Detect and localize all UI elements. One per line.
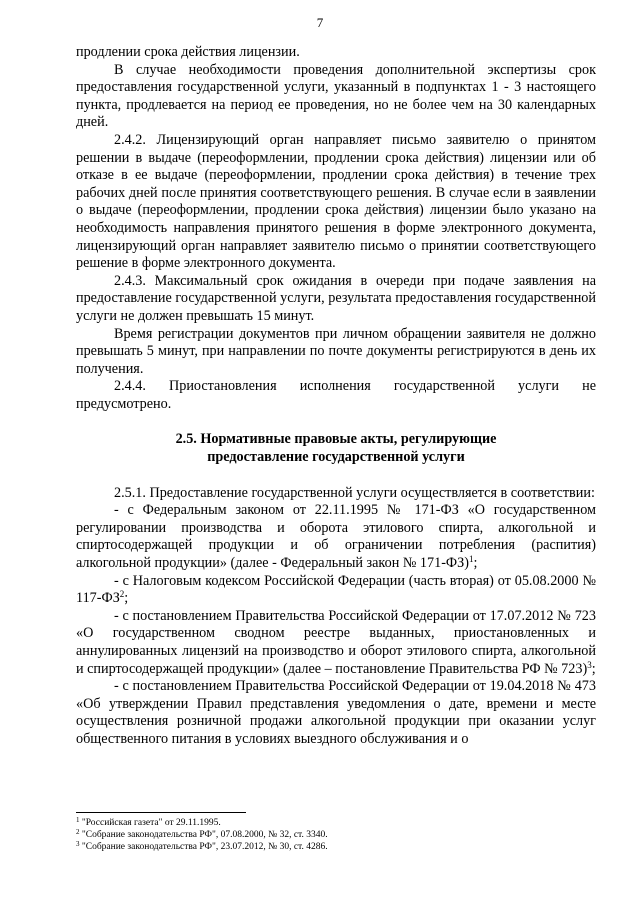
page-number: 7 xyxy=(316,15,324,30)
paragraph: продлении срока действия лицензии. xyxy=(76,44,300,60)
paragraph: 2.4.4. Приостановления исполнения государственной услуги не предусмотрено. xyxy=(76,378,596,412)
paragraph xyxy=(76,608,596,678)
paragraph-text: - с Федеральным законом от 22.11.1995 № 171-ФЗ «О государственном регулировании производства и оборота этилового спирта, алкогольной и спиртосодержащей продукции и об ограничении потребления (распития) алкогольной продукции» (далее - Федеральный закон № 171-ФЗ) xyxy=(76,502,596,572)
footnote-ref: 3 xyxy=(587,659,592,670)
paragraph xyxy=(76,678,596,748)
paragraph: 2.4.2. Лицензирующий орган направляет письмо заявителю о принятом решении в выдаче (переоформлении, продлении срока действия) лицензии или об отказе в ее выдаче (переоформлении, продлении срока действия) в течение трех рабочих дней после принятия соответствующего решения. В случае если в заявлении о выдаче (переоформлении, продлении срока действия) лицензии было указано на необходимость направления принятого решения в форме электронного документа, лицензирующий орган направляет заявителю письмо о принятии соответствующего решение в форме электронного документа. xyxy=(76,131,596,272)
footnote-separator xyxy=(76,812,246,813)
footnote-text: "Собрание законодательства РФ", 23.07.2012, № 30, ст. 4286. xyxy=(79,842,328,852)
paragraph xyxy=(76,573,596,608)
footnote-text: "Российская газета" от 29.11.1995. xyxy=(79,818,221,828)
document-body xyxy=(76,44,596,749)
paragraph-punct: ; xyxy=(591,660,596,677)
footnote-number: 2 xyxy=(76,828,80,836)
footnote-number: 1 xyxy=(76,816,80,824)
footnotes xyxy=(76,817,596,853)
paragraph-text: - с постановлением Правительства Российской Федерации от 17.07.2012 № 723 «О государственном сводном реестре выданных, приостановленных и аннулированных лицензий на производство и оборот этилового спирта, алкогольной и спиртосодержащей продукции» (далее – постановление Правительства РФ № 723) xyxy=(76,607,596,677)
footnote-text: "Собрание законодательства РФ", 07.08.2000, № 32, ст. 3340. xyxy=(79,830,328,840)
footnote-ref: 1 xyxy=(468,554,474,565)
paragraph-text: - с постановлением Правительства Российской Федерации от 19.04.2018 № 473 «Об утверждении Правил представления уведомления о дате, времени и месте осуществления розничной продажи алкогольной продукции при оказании услуг общественного питания в условиях выездного обслуживания и о xyxy=(76,678,596,747)
paragraph xyxy=(76,502,596,572)
footnote xyxy=(76,829,596,841)
paragraph xyxy=(76,485,596,503)
section-heading-line1: 2.5. Нормативные правовые акты, регулирующие xyxy=(175,431,497,448)
section-heading-line2: предоставление государственной услуги xyxy=(207,449,465,466)
paragraph: В случае необходимости проведения дополнительной экспертизы срок предоставления государственной услуги, указанный в подпунктах 1 - 3 настоящего пункта, продлевается на период ее проведения, но не более чем на 30 календарных дней. xyxy=(76,61,596,131)
paragraph: Время регистрации документов при личном обращении заявителя не должно превышать 5 минут, при направлении по почте документы регистрируются в день их получения. xyxy=(76,325,596,377)
footnote xyxy=(76,817,596,829)
paragraph-text: - с Налоговым кодексом Российской Федерации (часть вторая) от 05.08.2000 № 117-ФЗ xyxy=(76,572,596,607)
footnote-ref: 2 xyxy=(119,589,125,600)
paragraph-text: 2.5.1. Предоставление государственной услуги осуществляется в соответствии: xyxy=(114,484,595,501)
footnote-number: 3 xyxy=(76,840,80,848)
paragraph: 2.4.3. Максимальный срок ожидания в очереди при подаче заявления на предоставление государственной услуги, результата предоставления государственной услуги не должен превышать 15 минут. xyxy=(76,272,596,324)
footnote xyxy=(76,841,596,853)
paragraph-punct: ; xyxy=(124,590,129,607)
paragraph-punct: ; xyxy=(473,555,478,572)
section-heading xyxy=(116,431,556,466)
